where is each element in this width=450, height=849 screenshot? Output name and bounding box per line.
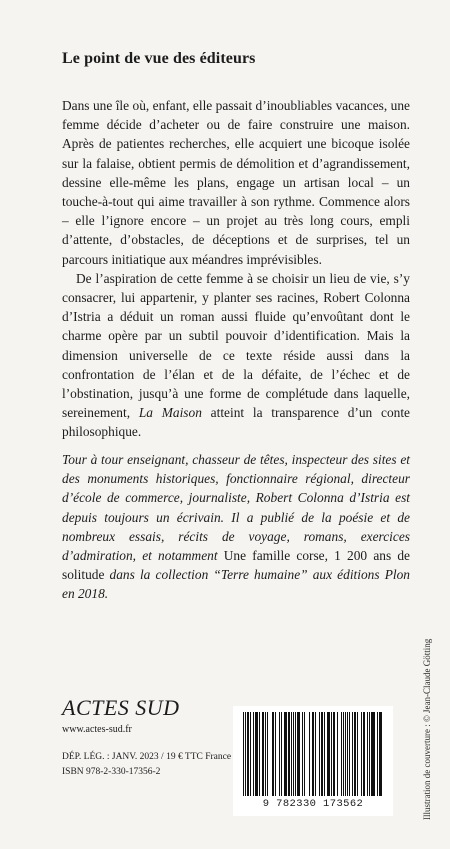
pitch-paragraph-2-end: atteint la transparence d’un conte philosophique. [62,405,411,440]
bio-part-2: dans la collection “Terre humaine” aux éditions Plon en 2018. [62,567,410,602]
isbn: ISBN 978-2-330-17356-2 [62,767,161,777]
heading: Le point de vue des éditeurs [62,50,256,67]
legal-info [62,750,231,780]
barcode-bars [241,712,385,796]
pitch-paragraph-1: Dans une île où, enfant, elle passait d’inoubliables vacances, une femme décide d’acheter ou de faire construire une maison. Après de patientes recherches, elle acquiert une bicoque isolée sur la falaise, obtient permis de démolition et d’agrandissement, dessine elle-même les plans, engage un artisan local – un touche-à-tout qui aime travailler à son rythme. Commence alors – elle l’ignore encore – un projet au très long cours, empli d’attente, d’obstacles, de déceptions et de surprises, tel un parcours initiatique aux méandres imprévisibles. [62,98,410,267]
pitch-paragraph-2-start: De l’aspiration de cette femme à se choisir un lieu de vie, s’y consacrer, lui appartenir, y planter ses racines, Robert Colonna d’Istria a déduit un roman aussi fluide qu’envoûtant dont le charme opère par un subtil pouvoir d’identification. Mais la dimension universelle de ce texte réside aussi dans la confrontation de l’élan et de la défaite, de l’échec et de l’obstination, jusqu’à une forme de complétude dans laquelle, sereinement, [62,270,410,421]
cover-credit: Illustration de couverture : © Jean-Claude Götting [422,638,432,820]
book-title: La Maison [138,405,202,421]
publisher-website: www.actes-sud.fr [62,724,132,735]
pitch-text [62,96,410,442]
legal-deposit-price: DÉP. LÉG. : JANV. 2023 / 19 € TTC France [62,752,232,762]
bio-part-1: Tour à tour enseignant, chasseur de têtes, inspecteur des sites et des monuments historiques, fonctionnaire régional, directeur d’école de commerce, journaliste, Robert Colonna d’Istria est depuis toujours un écrivain. Il a publié de la poésie et de nombreux essais, récits de voyage, romans, exercices d’admiration, et notamment [62,452,410,564]
publisher-logo: ACTES SUD [62,695,180,720]
pitch-paragraph-2 [62,269,410,442]
barcode-digits: 9 782330 173562 [262,798,364,810]
bio-book-title: Une famille corse, 1 200 ans de solitude [62,548,410,583]
author-bio [62,450,410,604]
barcode [233,706,393,816]
